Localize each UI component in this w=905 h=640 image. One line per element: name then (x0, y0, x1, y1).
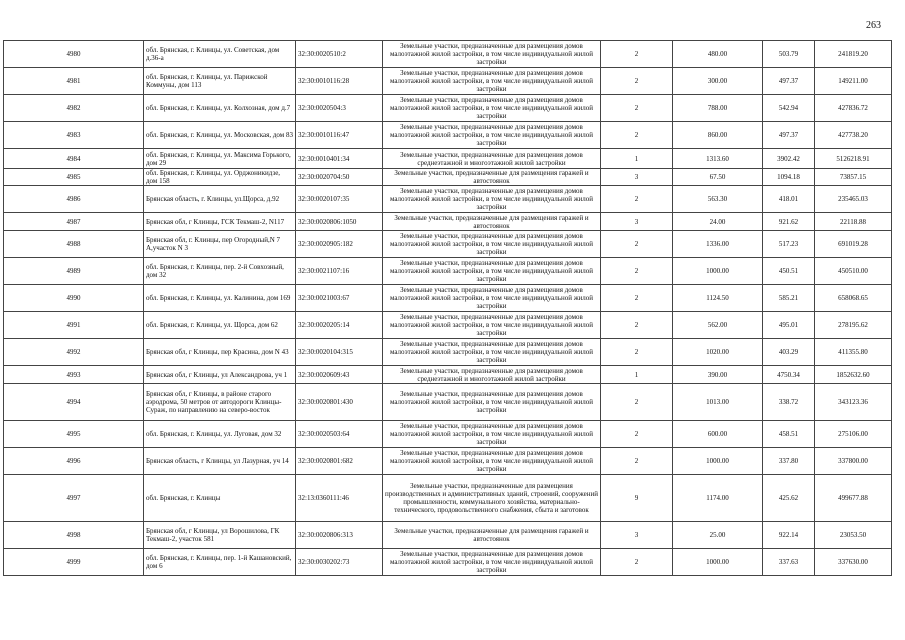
cadastral-value: 149211.00 (815, 68, 892, 95)
land-use-cell: Земельные участки, предназначенные для размещения домов малоэтажной жилой застройки, в том числе индивидуальной жилой застройки (383, 68, 601, 95)
unit-price: 542.94 (763, 95, 815, 122)
table-row (4, 231, 892, 258)
cadastral-value: 450510.00 (815, 258, 892, 285)
unit-price: 337.63 (763, 549, 815, 576)
table-row (4, 122, 892, 149)
address-cell: обл. Брянская, г. Клинцы, ул. Щорса, дом 62 (144, 312, 296, 339)
cadastral-number: 32:30:0020510:2 (296, 41, 383, 68)
area-cell: 67.50 (673, 169, 763, 186)
area-cell: 480.00 (673, 41, 763, 68)
area-cell: 1013.00 (673, 384, 763, 421)
row-number: 4981 (4, 68, 144, 95)
land-use-cell: Земельные участки, предназначенные для размещения домов малоэтажной жилой застройки, в том числе индивидуальной жилой застройки (383, 122, 601, 149)
use-group: 3 (601, 213, 673, 231)
area-cell: 1000.00 (673, 549, 763, 576)
land-use-cell: Земельные участки, предназначенные для размещения домов малоэтажной жилой застройки, в том числе индивидуальной жилой застройки (383, 95, 601, 122)
use-group: 3 (601, 169, 673, 186)
address-cell: обл. Брянская, г. Клинцы, ул. Московская, дом 83 (144, 122, 296, 149)
use-group: 2 (601, 186, 673, 213)
use-group: 1 (601, 366, 673, 384)
table-row (4, 186, 892, 213)
cadastral-number: 32:30:0020801:682 (296, 448, 383, 475)
row-number: 4997 (4, 475, 144, 522)
area-cell: 1313.60 (673, 149, 763, 169)
use-group: 2 (601, 231, 673, 258)
cadastral-value: 411355.80 (815, 339, 892, 366)
row-number: 4999 (4, 549, 144, 576)
land-use-cell: Земельные участки, предназначенные для размещения домов малоэтажной жилой застройки, в том числе индивидуальной жилой застройки (383, 312, 601, 339)
table-row (4, 285, 892, 312)
cadastral-number: 32:30:0021003:67 (296, 285, 383, 312)
unit-price: 922.14 (763, 522, 815, 549)
cadastral-value: 1852632.60 (815, 366, 892, 384)
table-row (4, 421, 892, 448)
unit-price: 495.01 (763, 312, 815, 339)
address-cell: обл. Брянская, г. Клинцы, ул. Калинина, дом 169 (144, 285, 296, 312)
row-number: 4991 (4, 312, 144, 339)
address-cell: Брянская область, г Клинцы, ул Лазурная, уч 14 (144, 448, 296, 475)
unit-price: 338.72 (763, 384, 815, 421)
land-use-cell: Земельные участки, предназначенные для размещения домов малоэтажной жилой застройки, в том числе индивидуальной жилой застройки (383, 258, 601, 285)
unit-price: 497.37 (763, 68, 815, 95)
cadastral-number: 32:30:0020806:313 (296, 522, 383, 549)
area-cell: 788.00 (673, 95, 763, 122)
address-cell: обл. Брянская, г. Клинцы (144, 475, 296, 522)
row-number: 4989 (4, 258, 144, 285)
unit-price: 458.51 (763, 421, 815, 448)
row-number: 4988 (4, 231, 144, 258)
cadastral-value: 278195.62 (815, 312, 892, 339)
area-cell: 1124.50 (673, 285, 763, 312)
cadastral-value: 23053.50 (815, 522, 892, 549)
use-group: 2 (601, 421, 673, 448)
row-number: 4992 (4, 339, 144, 366)
cadastral-value: 235465.03 (815, 186, 892, 213)
row-number: 4982 (4, 95, 144, 122)
table-row (4, 312, 892, 339)
row-number: 4996 (4, 448, 144, 475)
cadastral-value: 73857.15 (815, 169, 892, 186)
cadastral-value: 337630.00 (815, 549, 892, 576)
cadastral-number: 32:30:0021107:16 (296, 258, 383, 285)
table-row (4, 384, 892, 421)
cadastral-value: 691019.28 (815, 231, 892, 258)
land-use-cell: Земельные участки, предназначенные для размещения домов малоэтажной жилой застройки, в том числе индивидуальной жилой застройки (383, 285, 601, 312)
row-number: 4987 (4, 213, 144, 231)
row-number: 4998 (4, 522, 144, 549)
row-number: 4986 (4, 186, 144, 213)
row-number: 4985 (4, 169, 144, 186)
land-registry-table (3, 40, 892, 576)
address-cell: Брянская обл, г. Клинцы, пер Огородный,N 7 А,участок N 3 (144, 231, 296, 258)
cadastral-value: 275106.00 (815, 421, 892, 448)
area-cell: 563.30 (673, 186, 763, 213)
cadastral-number: 32:30:0010116:47 (296, 122, 383, 149)
use-group: 2 (601, 312, 673, 339)
use-group: 9 (601, 475, 673, 522)
unit-price: 517.23 (763, 231, 815, 258)
cadastral-number: 32:13:0360111:46 (296, 475, 383, 522)
area-cell: 24.00 (673, 213, 763, 231)
cadastral-value: 658068.65 (815, 285, 892, 312)
cadastral-number: 32:30:0030202:73 (296, 549, 383, 576)
unit-price: 503.79 (763, 41, 815, 68)
unit-price: 403.29 (763, 339, 815, 366)
row-number: 4995 (4, 421, 144, 448)
cadastral-number: 32:30:0010116:28 (296, 68, 383, 95)
unit-price: 1094.18 (763, 169, 815, 186)
area-cell: 390.00 (673, 366, 763, 384)
row-number: 4984 (4, 149, 144, 169)
unit-price: 585.21 (763, 285, 815, 312)
address-cell: Брянская область, г. Клинцы, ул.Щорса, д.92 (144, 186, 296, 213)
area-cell: 860.00 (673, 122, 763, 149)
cadastral-value: 22118.88 (815, 213, 892, 231)
address-cell: обл. Брянская, г. Клинцы, ул. Советская, дом д.36-а (144, 41, 296, 68)
unit-price: 450.51 (763, 258, 815, 285)
address-cell: обл. Брянская, г. Клинцы, ул. Колхозная, дом д.7 (144, 95, 296, 122)
address-cell: обл. Брянская, г. Клинцы, ул. Максима Горького, дом 29 (144, 149, 296, 169)
row-number: 4993 (4, 366, 144, 384)
table-row (4, 149, 892, 169)
unit-price: 3902.42 (763, 149, 815, 169)
cadastral-number: 32:30:0020107:35 (296, 186, 383, 213)
cadastral-number: 32:30:0020504:3 (296, 95, 383, 122)
unit-price: 921.62 (763, 213, 815, 231)
cadastral-value: 337800.00 (815, 448, 892, 475)
land-use-cell: Земельные участки, предназначенные для размещения домов малоэтажной жилой застройки, в том числе индивидуальной жилой застройки (383, 186, 601, 213)
land-use-cell: Земельные участки, предназначенные для размещения домов малоэтажной жилой застройки, в том числе индивидуальной жилой застройки (383, 231, 601, 258)
cadastral-number: 32:30:0020801:430 (296, 384, 383, 421)
use-group: 2 (601, 41, 673, 68)
area-cell: 1336.00 (673, 231, 763, 258)
cadastral-value: 427738.20 (815, 122, 892, 149)
unit-price: 4750.34 (763, 366, 815, 384)
cadastral-number: 32:30:0010401:34 (296, 149, 383, 169)
cadastral-value: 499677.88 (815, 475, 892, 522)
use-group: 2 (601, 122, 673, 149)
use-group: 2 (601, 339, 673, 366)
area-cell: 600.00 (673, 421, 763, 448)
address-cell: обл. Брянская, г. Клинцы, ул. Луговая, дом 32 (144, 421, 296, 448)
area-cell: 300.00 (673, 68, 763, 95)
unit-price: 425.62 (763, 475, 815, 522)
table-row (4, 549, 892, 576)
land-use-cell: Земельные участки, предназначенные для размещения домов малоэтажной жилой застройки, в том числе индивидуальной жилой застройки (383, 549, 601, 576)
cadastral-number: 32:30:0020104:315 (296, 339, 383, 366)
area-cell: 1000.00 (673, 258, 763, 285)
use-group: 2 (601, 258, 673, 285)
cadastral-value: 343123.36 (815, 384, 892, 421)
area-cell: 1000.00 (673, 448, 763, 475)
address-cell: обл. Брянская, г. Клинцы, ул. Парижской Коммуны, дом 113 (144, 68, 296, 95)
row-number: 4990 (4, 285, 144, 312)
use-group: 2 (601, 448, 673, 475)
cadastral-value: 427836.72 (815, 95, 892, 122)
unit-price: 497.37 (763, 122, 815, 149)
land-use-cell: Земельные участки, предназначенные для размещения домов малоэтажной жилой застройки, в том числе индивидуальной жилой застройки (383, 384, 601, 421)
table-row (4, 41, 892, 68)
land-use-cell: Земельные участки, предназначенные для размещения домов малоэтажной жилой застройки, в том числе индивидуальной жилой застройки (383, 448, 601, 475)
address-cell: Брянская обл, г Клинцы, ул Ворошилова, ГК Текмаш-2, участок 581 (144, 522, 296, 549)
table-row (4, 258, 892, 285)
land-use-cell: Земельные участки, предназначенные для размещения домов среднеэтажной и многоэтажной жилой застройки (383, 149, 601, 169)
land-use-cell: Земельные участки, предназначенные для размещения гаражей и автостоянок (383, 522, 601, 549)
cadastral-value: 241819.20 (815, 41, 892, 68)
address-cell: Брянская обл, г Клинцы, ГСК Текмаш-2, N117 (144, 213, 296, 231)
land-use-cell: Земельные участки, предназначенные для размещения гаражей и автостоянок (383, 169, 601, 186)
table-row (4, 68, 892, 95)
cadastral-number: 32:30:0020806:1050 (296, 213, 383, 231)
cadastral-number: 32:30:0020609:43 (296, 366, 383, 384)
address-cell: Брянская обл, г Клинцы, ул Александрова, уч 1 (144, 366, 296, 384)
address-cell: обл. Брянская, г. Клинцы, пер. 2-й Совхозный, дом 32 (144, 258, 296, 285)
use-group: 3 (601, 522, 673, 549)
use-group: 2 (601, 285, 673, 312)
land-use-cell: Земельные участки, предназначенные для размещения домов среднеэтажной и многоэтажной жилой застройки (383, 366, 601, 384)
cadastral-number: 32:30:0020205:14 (296, 312, 383, 339)
table-row (4, 169, 892, 186)
land-use-cell: Земельные участки, предназначенные для размещения домов малоэтажной жилой застройки, в том числе индивидуальной жилой застройки (383, 339, 601, 366)
table-row (4, 522, 892, 549)
area-cell: 1174.00 (673, 475, 763, 522)
table-row (4, 475, 892, 522)
table-row (4, 95, 892, 122)
use-group: 2 (601, 95, 673, 122)
cadastral-number: 32:30:0020905:182 (296, 231, 383, 258)
unit-price: 337.80 (763, 448, 815, 475)
area-cell: 25.00 (673, 522, 763, 549)
cadastral-number: 32:30:0020503:64 (296, 421, 383, 448)
page-number: 263 (866, 20, 881, 31)
use-group: 2 (601, 68, 673, 95)
row-number: 4994 (4, 384, 144, 421)
table-row (4, 448, 892, 475)
table-body (4, 41, 892, 576)
land-use-cell: Земельные участки, предназначенные для размещения домов малоэтажной жилой застройки, в том числе индивидуальной жилой застройки (383, 41, 601, 68)
table-row (4, 339, 892, 366)
row-number: 4980 (4, 41, 144, 68)
use-group: 1 (601, 149, 673, 169)
address-cell: Брянская обл, г Клинцы, пер Красина, дом N 43 (144, 339, 296, 366)
cadastral-number: 32:30:0020704:50 (296, 169, 383, 186)
address-cell: Брянская обл, г Клинцы, в районе старого аэродрома, 50 метров от автодороги Клинцы-Сураж, по направлению на северо-восток (144, 384, 296, 421)
land-use-cell: Земельные участки, предназначенные для размещения производственных и административных зданий, строений, сооружений промышленности, коммунального хозяйства, материально-технического, продовольственного снабжения, сбыта и заготовок (383, 475, 601, 522)
table-row (4, 366, 892, 384)
table-row (4, 213, 892, 231)
row-number: 4983 (4, 122, 144, 149)
unit-price: 418.01 (763, 186, 815, 213)
area-cell: 562.00 (673, 312, 763, 339)
address-cell: обл. Брянская, г. Клинцы, ул. Орджоникидзе, дом 158 (144, 169, 296, 186)
cadastral-value: 5126218.91 (815, 149, 892, 169)
use-group: 2 (601, 384, 673, 421)
area-cell: 1020.00 (673, 339, 763, 366)
land-use-cell: Земельные участки, предназначенные для размещения домов малоэтажной жилой застройки, в том числе индивидуальной жилой застройки (383, 421, 601, 448)
use-group: 2 (601, 549, 673, 576)
land-use-cell: Земельные участки, предназначенные для размещения гаражей и автостоянок (383, 213, 601, 231)
address-cell: обл. Брянская, г. Клинцы, пер. 1-й Кашановский, дом 6 (144, 549, 296, 576)
